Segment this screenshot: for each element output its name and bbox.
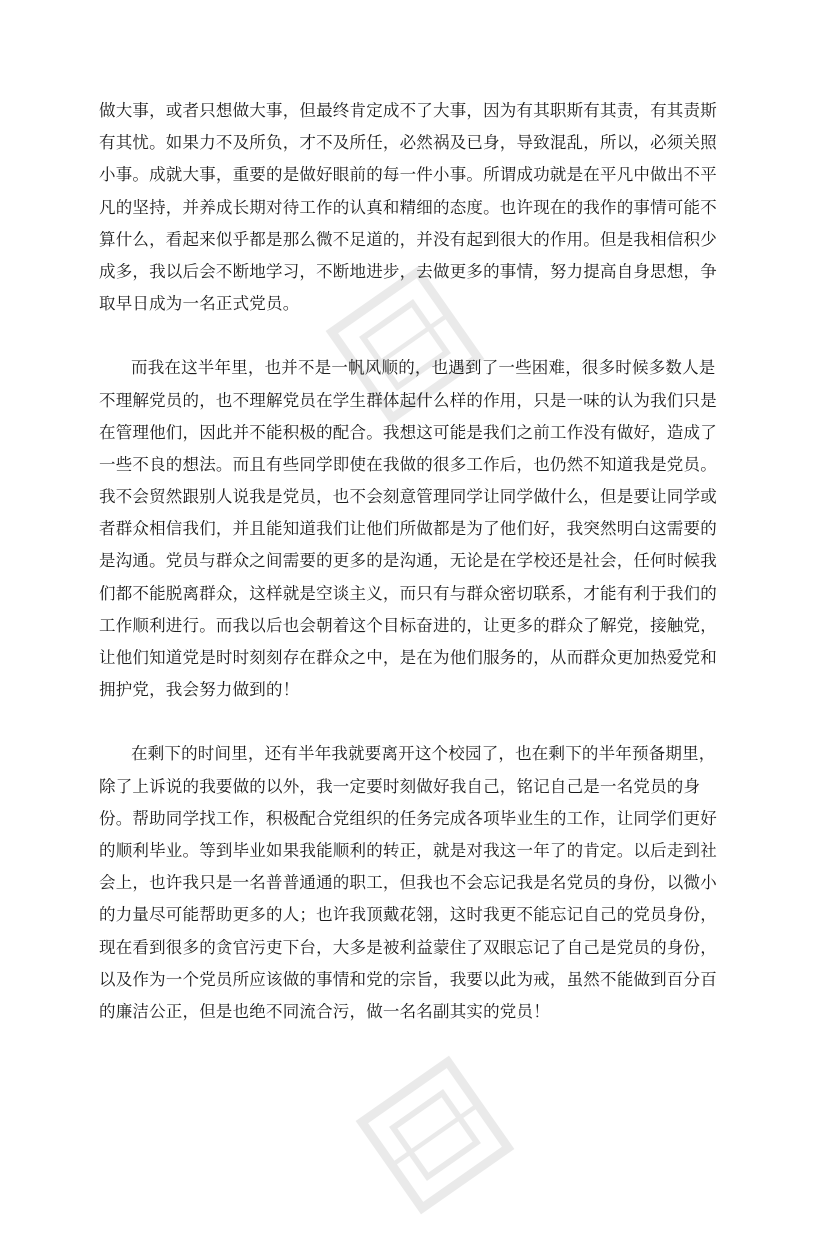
text-line: 取早日成为一名正式党员。 — [99, 294, 300, 314]
text-line: 拥护党，我会努力做到的！ — [99, 680, 300, 700]
paragraph-3 — [99, 738, 735, 1028]
text-line: 成多，我以后会不断地学习，不断地进步，去做更多的事情，努力提高自身思想，争 — [99, 261, 717, 281]
text-line: 我不会贸然跟别人说我是党员，也不会刻意管理同学让同学做什么，但是要让同学或 — [99, 487, 717, 507]
text-line: 以及作为一个党员所应该做的事情和党的宗旨，我要以此为戒，虽然不能做到百分百 — [99, 969, 717, 989]
paragraph-1 — [99, 95, 735, 320]
text-line: 份。帮助同学找工作，积极配合党组织的任务完成各项毕业生的工作，让同学们更好 — [99, 808, 717, 828]
text-line: 有其忧。如果力不及所负，才不及所任，必然祸及已身，导致混乱，所以，必须关照 — [99, 133, 717, 153]
text-line: 除了上诉说的我要做的以外，我一定要时刻做好我自己，铭记自己是一名党员的身 — [99, 776, 701, 796]
document-body — [99, 95, 735, 1028]
text-line: 凡的坚持，并养成长期对待工作的认真和精细的态度。也许现在的我作的事情可能不 — [99, 197, 717, 217]
text-line: 们都不能脱离群众，这样就是空谈主义，而只有与群众密切联系，才能有利于我们的 — [99, 583, 717, 603]
text-line: 是沟通。党员与群众之间需要的更多的是沟通，无论是在学校还是社会，任何时候我 — [99, 551, 717, 571]
text-line: 者群众相信我们，并且能知道我们让他们所做都是为了他们好，我突然明白这需要的 — [99, 519, 717, 539]
text-line: 一些不良的想法。而且有些同学即使在我做的很多工作后，也仍然不知道我是党员。 — [99, 454, 717, 474]
text-line: 在剩下的时间里，还有半年我就要离开这个校园了，也在剩下的半年预备期里， — [131, 744, 716, 764]
text-line: 的顺利毕业。等到毕业如果我能顺利的转正，就是对我这一年了的肯定。以后走到社 — [99, 840, 717, 860]
text-line: 的廉洁公正，但是也绝不同流合污，做一名名副其实的党员！ — [99, 1001, 550, 1021]
watermark-logo-icon — [331, 1031, 540, 1240]
text-line: 在管理他们，因此并不能积极的配合。我想这可能是我们之前工作没有做好，造成了 — [99, 422, 717, 442]
text-line: 会上，也许我只是一名普普通通的职工，但我也不会忘记我是名党员的身份，以微小 — [99, 873, 717, 893]
text-line: 做大事，或者只想做大事，但最终肯定成不了大事，因为有其职斯有其责，有其责斯 — [99, 101, 717, 120]
paragraph-2 — [99, 352, 735, 706]
text-line: 算什么，看起来似乎都是那么微不足道的，并没有起到很大的作用。但是我相信积少 — [99, 229, 717, 249]
text-line: 小事。成就大事，重要的是做好眼前的每一件小事。所谓成功就是在平凡中做出不平 — [99, 165, 717, 185]
text-line: 不理解党员的，也不理解党员在学生群体起什么样的作用，只是一味的认为我们只是 — [99, 390, 717, 410]
text-line: 现在看到很多的贪官污吏下台，大多是被利益蒙住了双眼忘记了自己是党员的身份， — [99, 937, 717, 957]
text-line: 让他们知道党是时时刻刻存在群众之中，是在为他们服务的，从而群众更加热爱党和 — [99, 648, 717, 667]
text-line: 而我在这半年里，也并不是一帆风顺的，也遇到了一些困难，很多时候多数人是 — [131, 358, 716, 378]
text-line: 工作顺利进行。而我以后也会朝着这个目标奋进的，让更多的群众了解党，接触党， — [99, 615, 717, 635]
text-line: 的力量尽可能帮助更多的人；也许我顶戴花翎，这时我更不能忘记自己的党员身份， — [99, 905, 717, 925]
